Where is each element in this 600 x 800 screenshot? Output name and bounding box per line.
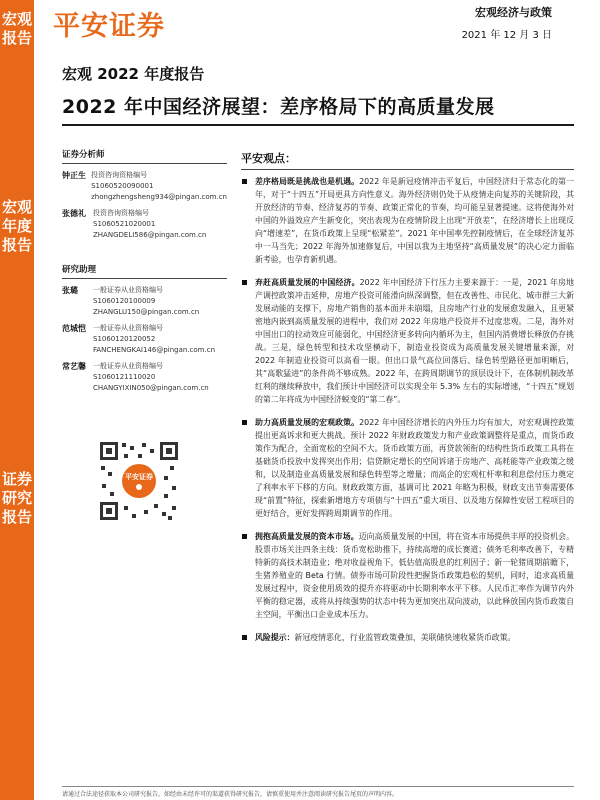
analyst-name: 钟正生: [62, 171, 86, 180]
assistants-title: 研究助理: [62, 263, 227, 279]
analyst-entry: [62, 208, 227, 241]
assistant-entry: [62, 323, 227, 356]
view-lead: 助力高质量发展的宏观政策。: [255, 418, 360, 427]
header-meta: [462, 4, 552, 41]
analyst-cert-id: S1060521020001: [93, 220, 156, 228]
sidebar-label-annual: 宏观年度报告: [1, 198, 32, 254]
view-lead: 风险提示：: [255, 633, 295, 642]
analyst-cert-id: S1060520090001: [91, 182, 154, 190]
view-text: 2022 年中国经济下行压力主要来源于：一是，2021 年房地产调控政策冲击延伸，房地产投资可能滑向纵深调整，但在改善性、市民化、城市群三大新发展动能的支撑下，房地产销售的基本面并未崩塌，且房地产行业的发展愈发融入，且更紧密地内嵌到高质量发展的进程中，我们对 2022 年房地产投资并不过度悲观。二是，海外对中国出口的拉动效应可能弱化，中国经济更多转向内循环为主，但国内消费增长释放仍存挑战。三是，绿色转型和技术攻坚横动下，制造业投资成为高质量发展关键增量来源，对 2022 年制造业投资可以高看一眼。但出口景气高位回落后、绿色转型路径更加明晰后，其“高歌猛进”的条件尚不够成熟。2022 年，在跨周期调节的顶层设计下，在体制机制改革红利的继续释放中，我们预计中国经济可以实现全年 5.3% 左右的实际增速，“十四五”规划的第二年将成为中国经济蜕变的“第二春”。: [255, 278, 574, 404]
analyst-email: zhongzhengsheng934@pingan.com.cn: [91, 193, 227, 201]
report-title: 2022 年中国经济展望：差序格局下的高质量发展: [62, 96, 495, 118]
assistant-cert-id: S1060121110020: [93, 373, 156, 381]
report-category: 宏观经济与政策: [475, 6, 552, 19]
footer-disclaimer: 请通过合法途径获取本公司研究报告，如经由未经许可的渠道获得研究报告，请慎重使用并注意阅读研究报告尾页的声明内容。: [62, 791, 399, 798]
view-text: 2022 年是新冠疫情冲击平复后，中国经济归于常态化的第一年，对于“十四五”开局更具方向性意义。海外经济则仍处于从疫情走向复苏的关键阶段，其开放经济的节奏、经济复苏的节奏、政策正常化的节奏，均可能呈显著提速。这将使海外对中国的外溢效应产生新变化，突出表现为在疫情阶段上出现“开放差”，在经济增长上出现反向“增速差”，在货币政策上呈现“松紧差”。2021 年中国率先控制疫情后，在全球经济复苏中一马当先；2022 年海外加速修复后，中国以我为主地坚持“高质量发展”的决心定力面临新考验，也孕育新机遇。: [255, 177, 574, 264]
bullet-square-icon: [242, 179, 247, 184]
analyst-name: 张德礼: [62, 209, 86, 218]
key-views: [241, 150, 574, 654]
assistant-entry: [62, 361, 227, 394]
assistant-cert-id: S1060120100009: [93, 297, 156, 305]
view-lead: 弃赶高质量发展的中国经济。: [255, 278, 360, 287]
assistant-entry: [62, 285, 227, 318]
assistant-email: FANCHENGKAI146@pingan.com.cn: [93, 346, 216, 354]
sidebar: [0, 0, 34, 800]
analyst-cert-label: 投资咨询资格编号: [91, 171, 148, 179]
view-paragraph: [241, 530, 574, 621]
view-paragraph: [241, 276, 574, 406]
view-text: 新冠疫情恶化，行业监管政策叠加，美联储快速收紧货币政策。: [294, 633, 516, 642]
view-text: 迈向高质量发展的中国，将在资本市场提供丰厚的投资机会。股票市场关注四条主线：货币宽松助推下，持续高增的成长赛道；债务毛利率改善下，专精特新的高技术制造业；绝对收益视角下，低估值高股息的红利因子；新一轮猪周期前瞻下，生猪养殖业的 Beta 行情。债券市场可阶段性把握货币政策趋松的契机，同时，追求高质量发展过程中，资金使用质效的提升亦将驱动中长期利率水平下移。人民币汇率作为调节内外平衡的稳定器，或将从持续强势的状态中转为更加突出双向波动，以此释放国内货币政策自主空间，平衡出口企业成本压力。: [255, 532, 574, 619]
assistant-name: 常艺馨: [62, 362, 86, 371]
bullet-square-icon: [242, 635, 247, 640]
assistant-name: 张璐: [62, 286, 78, 295]
sidebar-label-research: 证券研究报告: [1, 470, 32, 526]
analyst-cert-label: 投资咨询资格编号: [93, 209, 149, 217]
assistant-name: 范城恺: [62, 324, 86, 333]
author-column: [62, 148, 227, 399]
qr-code[interactable]: [98, 440, 180, 522]
sidebar-label-macro: 宏观报告: [1, 10, 32, 47]
assistant-email: ZHANGLU150@pingan.com.cn: [93, 308, 200, 316]
footer-divider: [62, 786, 574, 787]
view-lead: 拥抱高质量发展的资本市场。: [255, 532, 359, 541]
bullet-square-icon: [242, 534, 247, 539]
view-paragraph: [241, 631, 574, 644]
analysts-title: 证券分析师: [62, 148, 227, 164]
brand-logo: 平安证券: [53, 11, 165, 42]
qr-center-label: 平安证券: [125, 473, 153, 481]
view-lead: 差序格局既是挑战也是机遇。: [255, 177, 360, 186]
report-date: 2021 年 12 月 3 日: [461, 30, 552, 41]
view-paragraph: [241, 175, 574, 266]
views-title: 平安观点：: [241, 150, 574, 170]
view-paragraph: [241, 416, 574, 520]
bullet-square-icon: [242, 420, 247, 425]
assistant-cert-id: S1060120120052: [93, 335, 156, 343]
view-text: 2022 年中国经济增长的内外压力均有加大，对宏观调控政策提出更高诉求和更大挑战。预计 2022 年财政政策发力和产业政策调整将是重点，而货币政策作为配合，全面宽松的空间不大。货币政策方面，再贷款领衔的结构性货币政策工具将在基础货币投放中发挥突出作用；信贷额定增长的空间诉诸于房地产、高耗能等产业政策之缓和，以及制造业高质量发展和绿色转型等之增量；而高企的宏观杠杆率和利息偿付压力奠定了利率水平下移的方向。财政政策方面，基调可比 2021 年略为积极，财政支出节奏需要体现“前置”特征，探索新增地方专项债与“十四五”重大项目、以及地方保障性安居工程项目的更好结合，更好发挥跨周期调节的作用。: [255, 418, 574, 518]
assistant-email: CHANGYIXIN050@pingan.com.cn: [93, 384, 209, 392]
report-subtitle: 宏观 2022 年度报告: [62, 65, 205, 83]
title-divider: [62, 124, 574, 126]
assistant-cert-label: 一般证券从业资格编号: [93, 362, 163, 370]
analyst-email: ZHANGDELI586@pingan.com.cn: [93, 231, 207, 239]
analyst-entry: [62, 170, 227, 203]
bullet-square-icon: [242, 280, 247, 285]
assistant-cert-label: 一般证券从业资格编号: [93, 324, 163, 332]
assistant-cert-label: 一般证券从业资格编号: [93, 286, 163, 294]
